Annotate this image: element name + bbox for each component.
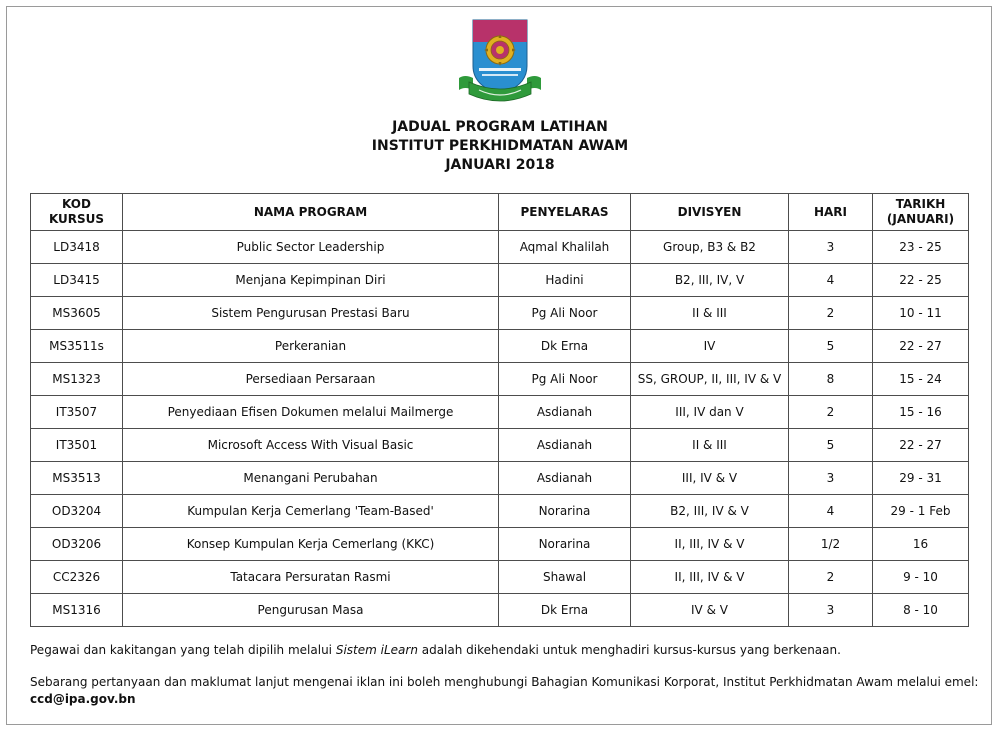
cell-nama: Persediaan Persaraan xyxy=(123,363,499,396)
cell-penyelaras: Pg Ali Noor xyxy=(499,363,631,396)
cell-divisyen: III, IV & V xyxy=(631,462,789,495)
cell-hari: 2 xyxy=(789,396,873,429)
cell-hari: 3 xyxy=(789,462,873,495)
cell-divisyen: B2, III, IV & V xyxy=(631,495,789,528)
cell-penyelaras: Asdianah xyxy=(499,396,631,429)
cell-hari: 1/2 xyxy=(789,528,873,561)
cell-nama: Kumpulan Kerja Cemerlang 'Team-Based' xyxy=(123,495,499,528)
cell-nama: Konsep Kumpulan Kerja Cemerlang (KKC) xyxy=(123,528,499,561)
cell-kod: MS3511s xyxy=(31,330,123,363)
cell-nama: Tatacara Persuratan Rasmi xyxy=(123,561,499,594)
notes-section xyxy=(30,642,980,708)
ipa-crest-icon xyxy=(455,16,545,108)
cell-hari: 3 xyxy=(789,594,873,627)
cell-tarikh: 10 - 11 xyxy=(873,297,969,330)
cell-divisyen: IV xyxy=(631,330,789,363)
table-row xyxy=(31,462,969,495)
header-nama-program: NAMA PROGRAM xyxy=(123,194,499,231)
title-line-1: JADUAL PROGRAM LATIHAN xyxy=(392,119,608,135)
cell-kod: IT3507 xyxy=(31,396,123,429)
cell-divisyen: IV & V xyxy=(631,594,789,627)
note-contact: Sebarang pertanyaan dan maklumat lanjut mengenai iklan ini boleh menghubungi Bahagian Komunikasi Korporat, Institut Perkhidmatan Awam melalui emel: xyxy=(30,675,979,689)
cell-tarikh: 15 - 24 xyxy=(873,363,969,396)
cell-tarikh: 16 xyxy=(873,528,969,561)
cell-nama: Public Sector Leadership xyxy=(123,231,499,264)
cell-hari: 2 xyxy=(789,561,873,594)
cell-tarikh: 22 - 25 xyxy=(873,264,969,297)
cell-nama: Pengurusan Masa xyxy=(123,594,499,627)
cell-tarikh: 22 - 27 xyxy=(873,330,969,363)
cell-penyelaras: Asdianah xyxy=(499,462,631,495)
cell-kod: LD3418 xyxy=(31,231,123,264)
table-row xyxy=(31,264,969,297)
document-title xyxy=(0,118,1000,175)
cell-divisyen: II & III xyxy=(631,297,789,330)
cell-divisyen: II & III xyxy=(631,429,789,462)
header-tarikh: TARIKH (JANUARI) xyxy=(873,194,969,231)
cell-tarikh: 29 - 1 Feb xyxy=(873,495,969,528)
table-row xyxy=(31,330,969,363)
cell-kod: MS3605 xyxy=(31,297,123,330)
cell-tarikh: 29 - 31 xyxy=(873,462,969,495)
table-header-row xyxy=(31,194,969,231)
contact-email-link[interactable]: ccd@ipa.gov.bn xyxy=(30,692,136,706)
cell-hari: 5 xyxy=(789,429,873,462)
cell-divisyen: SS, GROUP, II, III, IV & V xyxy=(631,363,789,396)
cell-kod: OD3206 xyxy=(31,528,123,561)
header-divisyen: DIVISYEN xyxy=(631,194,789,231)
cell-divisyen: B2, III, IV, V xyxy=(631,264,789,297)
cell-hari: 5 xyxy=(789,330,873,363)
title-line-2: INSTITUT PERKHIDMATAN AWAM xyxy=(371,138,629,154)
cell-kod: OD3204 xyxy=(31,495,123,528)
cell-penyelaras: Norarina xyxy=(499,528,631,561)
table-row xyxy=(31,297,969,330)
header-kod-kursus: KOD KURSUS xyxy=(31,194,123,231)
cell-penyelaras: Aqmal Khalilah xyxy=(499,231,631,264)
cell-kod: MS1323 xyxy=(31,363,123,396)
cell-hari: 4 xyxy=(789,264,873,297)
note-ilearn-italic: Sistem iLearn xyxy=(335,643,418,657)
cell-kod: CC2326 xyxy=(31,561,123,594)
title-line-3: JANUARI 2018 xyxy=(445,157,555,173)
header-hari: HARI xyxy=(789,194,873,231)
table-row xyxy=(31,363,969,396)
cell-tarikh: 15 - 16 xyxy=(873,396,969,429)
cell-tarikh: 8 - 10 xyxy=(873,594,969,627)
note-ilearn-before: Pegawai dan kakitangan yang telah dipilih melalui xyxy=(30,643,336,657)
table-row xyxy=(31,594,969,627)
table-row xyxy=(31,528,969,561)
cell-nama: Menjana Kepimpinan Diri xyxy=(123,264,499,297)
table-row xyxy=(31,396,969,429)
cell-tarikh: 22 - 27 xyxy=(873,429,969,462)
cell-hari: 4 xyxy=(789,495,873,528)
schedule-table xyxy=(30,193,969,627)
cell-divisyen: II, III, IV & V xyxy=(631,528,789,561)
table-row xyxy=(31,495,969,528)
cell-nama: Perkeranian xyxy=(123,330,499,363)
table-row xyxy=(31,231,969,264)
table-row xyxy=(31,429,969,462)
cell-penyelaras: Pg Ali Noor xyxy=(499,297,631,330)
cell-kod: MS3513 xyxy=(31,462,123,495)
cell-nama: Sistem Pengurusan Prestasi Baru xyxy=(123,297,499,330)
cell-kod: IT3501 xyxy=(31,429,123,462)
cell-penyelaras: Dk Erna xyxy=(499,330,631,363)
cell-kod: LD3415 xyxy=(31,264,123,297)
cell-tarikh: 9 - 10 xyxy=(873,561,969,594)
cell-divisyen: II, III, IV & V xyxy=(631,561,789,594)
cell-penyelaras: Asdianah xyxy=(499,429,631,462)
cell-tarikh: 23 - 25 xyxy=(873,231,969,264)
note-ilearn-after: adalah dikehendaki untuk menghadiri kursus-kursus yang berkenaan. xyxy=(417,643,841,657)
cell-hari: 8 xyxy=(789,363,873,396)
cell-hari: 3 xyxy=(789,231,873,264)
cell-penyelaras: Shawal xyxy=(499,561,631,594)
cell-nama: Menangani Perubahan xyxy=(123,462,499,495)
cell-penyelaras: Hadini xyxy=(499,264,631,297)
header-penyelaras: PENYELARAS xyxy=(499,194,631,231)
note-ilearn xyxy=(30,642,980,659)
cell-penyelaras: Dk Erna xyxy=(499,594,631,627)
cell-divisyen: III, IV dan V xyxy=(631,396,789,429)
cell-nama: Penyediaan Efisen Dokumen melalui Mailmerge xyxy=(123,396,499,429)
cell-hari: 2 xyxy=(789,297,873,330)
cell-penyelaras: Norarina xyxy=(499,495,631,528)
cell-kod: MS1316 xyxy=(31,594,123,627)
table-row xyxy=(31,561,969,594)
cell-divisyen: Group, B3 & B2 xyxy=(631,231,789,264)
cell-nama: Microsoft Access With Visual Basic xyxy=(123,429,499,462)
